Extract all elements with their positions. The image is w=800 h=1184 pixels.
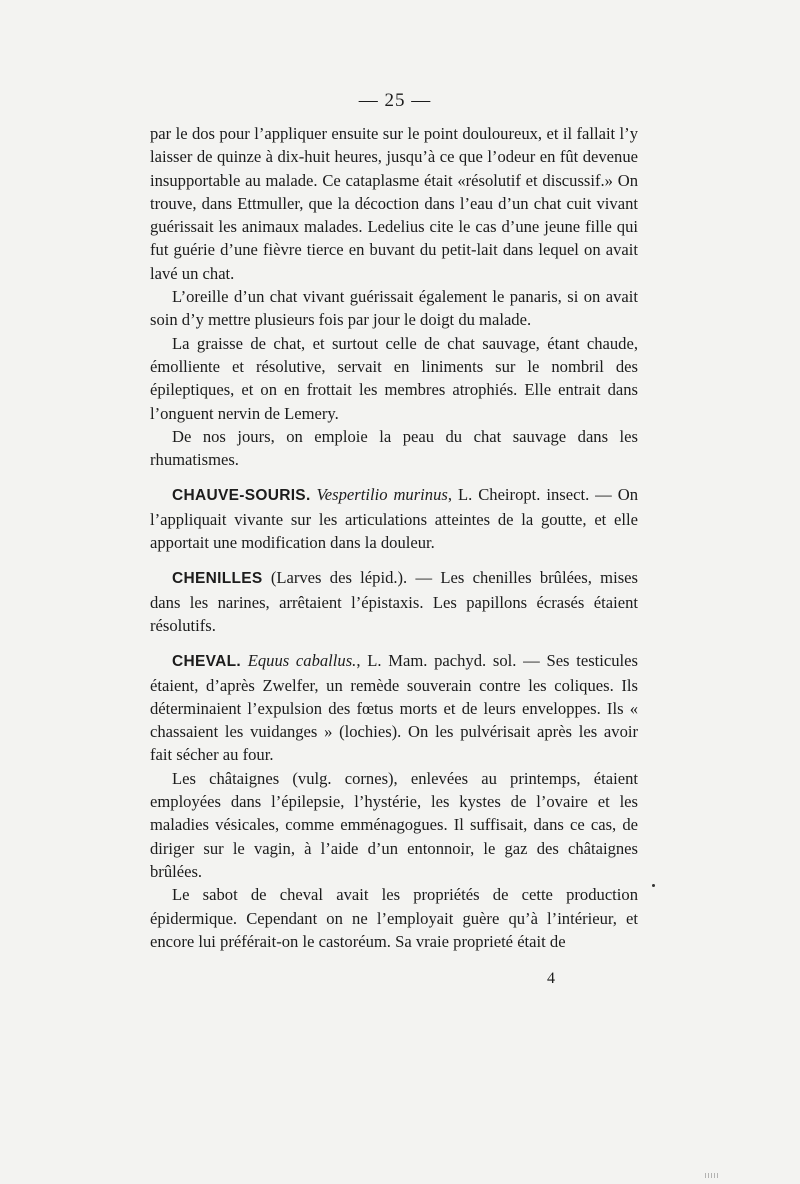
paragraph-oreille: L’oreille d’un chat vivant guérissait également le panaris, si on avait soin d’y mettre plusieurs fois par jour le doigt du malade. xyxy=(150,287,638,330)
entry-text: , L. Cheiropt. insect. — On l’appliquait vivante sur les articulations atteintes de la goutte, et elle apportait une modification dans la douleur. xyxy=(150,485,639,553)
paragraph-graisse: La graisse de chat, et surtout celle de chat sauvage, étant chaude, émolliente et résolutive, servait en liniments sur le nombril des épileptiques, et on en frottait les membres atrophiés. Elle entrait dans l’onguent nervin de Lemery. xyxy=(150,333,638,423)
entry-heading: CHENILLES xyxy=(172,570,263,588)
entry-heading: CHAUVE-SOURIS. xyxy=(172,487,311,505)
body-text xyxy=(150,122,638,953)
entry-text: , L. Mam. pachyd. sol. — Ses testicules étaient, d’après Zwelfer, un remède souverain contre les coliques. Ils déterminaient l’expulsion des fœtus morts et de leurs enveloppes. Ils « chassaient les vuidanges » (lochies). On les pulvérisait après les avoir fait sécher au four. xyxy=(150,651,638,765)
latin-name: Equus caballus. xyxy=(247,651,357,671)
entry-chenilles xyxy=(150,566,638,637)
ink-speck xyxy=(652,884,655,887)
entry-chauve-souris xyxy=(150,483,638,554)
scan-artifact xyxy=(705,1173,719,1178)
paragraph-chataignes: Les châtaignes (vulg. cornes), enlevées au printemps, étaient employées dans l’épilepsie, l’hystérie, les kystes de l’ovaire et les maladies vésicales, comme emménagogues. Il suffisait, dans ce cas, de diriger sur le vagin, à l’aide d’un entonnoir, le gaz des châtaignes brûlées. xyxy=(150,768,638,881)
latin-name: Vespertilio murinus xyxy=(316,485,448,505)
entry-heading: CHEVAL. xyxy=(172,653,241,671)
paragraph-chat-cataplasme: par le dos pour l’appliquer ensuite sur le point douloureux, et il fallait l’y laisser de quinze à dix-huit heures, jusqu’à ce que l’odeur en fût devenue insupportable au malade. Ce cataplasme était «résolutif et discussif.» On trouve, dans Ettmuller, que la décoction dans l’eau d’un chat cuit vivant guérissait les animaux malades. Ledelius cite le cas d’une jeune fille qui fut guérie d’une fièvre tierce en buvant du petit-lait dans lequel on avait lavé un chat. xyxy=(150,124,638,283)
page-number: — 25 — xyxy=(358,90,432,111)
entry-text: (Larves des lépid.). — Les chenilles brûlées, mises dans les narines, arrêtaient l’épistaxis. Les papillons écrasés étaient résolutifs. xyxy=(150,568,638,635)
entry-cheval xyxy=(150,649,638,766)
paragraph-sabot: Le sabot de cheval avait les propriétés de cette production épidermique. Cependant on ne l’employait guère qu’à l’intérieur, et encore lui préférait-on le castoréum. Sa vraie proprieté était de xyxy=(150,885,638,951)
signature-mark: 4 xyxy=(547,970,555,987)
paragraph-peau: De nos jours, on emploie la peau du chat sauvage dans les rhumatismes. xyxy=(150,426,638,470)
